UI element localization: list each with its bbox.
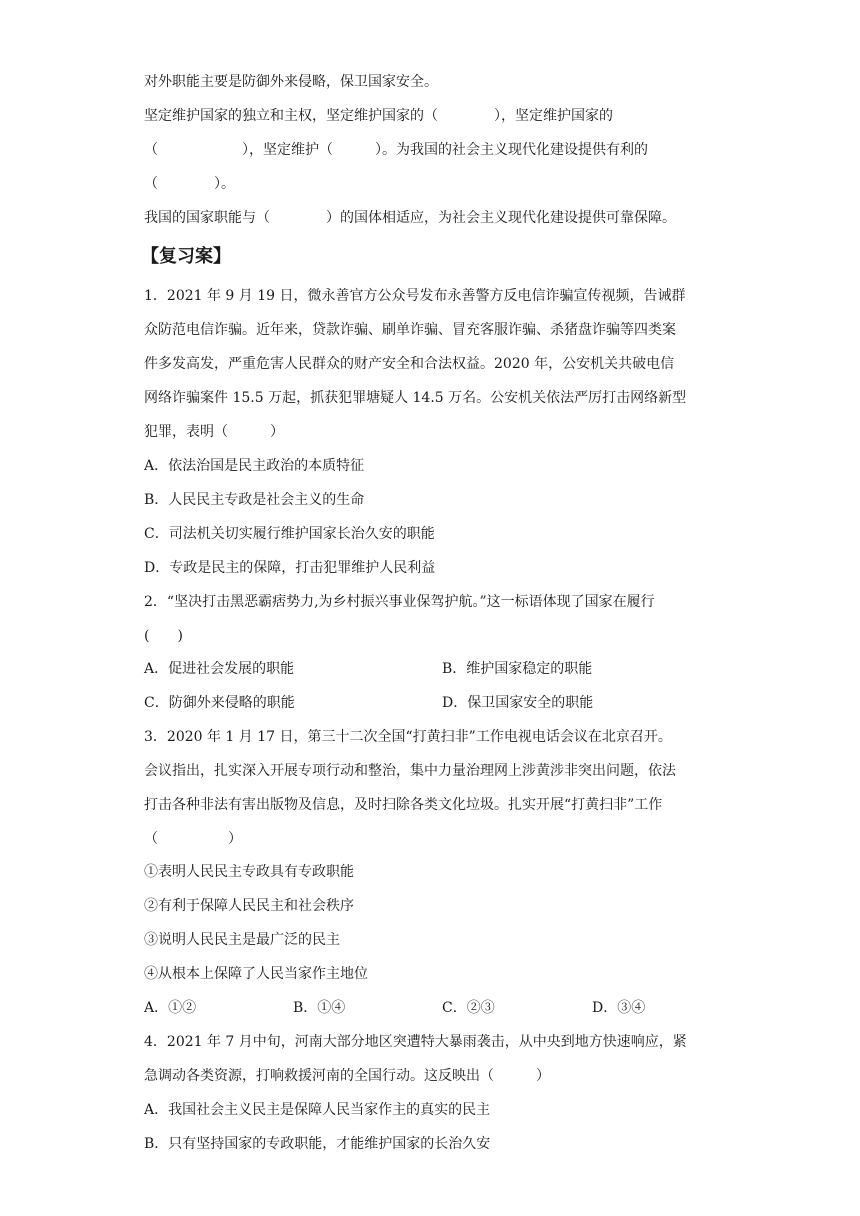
q1-stem-line: 众防范电信诈骗。近年来，贷款诈骗、刷单诈骗、冒充客服诈骗、杀猪盘诈骗等四类案 [144,322,676,338]
q2-stem-line: 2．“坚决打击黑恶霸痞势力,为乡村振兴事业保驾护航。”这一标语体现了国家在履行 [144,594,655,610]
q1-stem-line: 网络诈骗案件 15.5 万起，抓获犯罪塘疑人 14.5 万名。公安机关依法严厉打击网络新型 [144,390,687,406]
q2-option-b: B．维护国家稳定的职能 [442,661,593,677]
q3-stem-line: 打击各种非法有害出版物及信息，及时扫除各类文化垃圾。扎实开展“打黄扫非”工作 [144,797,663,813]
intro-line-4: （ ）。 [144,176,235,192]
intro-line-2: 坚定维护国家的独立和主权，坚定维护国家的（ ），坚定维护国家的 [144,108,613,124]
q3-stem-line: 会议指出，扎实深入开展专项行动和整治，集中力量治理网上涉黄涉非突出问题，依法 [144,763,676,779]
q4-stem-line: 急调动各类资源，打响救援河南的全国行动。这反映出（ ） [144,1068,550,1084]
q1-option-b: B．人民民主专政是社会主义的生命 [144,492,365,508]
q1-stem-line: 件多发高发，严重危害人民群众的财产安全和合法权益。2020 年，公安机关共破电信 [144,356,675,372]
section-title: 【复习案】 [141,246,231,267]
q2-stem-line: ( ) [144,628,183,644]
q3-statement-4: ④从根本上保障了人民当家作主地位 [144,966,368,982]
q3-statement-3: ③说明人民民主是最广泛的民主 [144,932,340,948]
q1-option-d: D．专政是民主的保障，打击犯罪维护人民利益 [144,560,436,576]
q3-statement-1: ①表明人民民主专政具有专政职能 [144,864,354,880]
q3-option-a: A．①② [144,1000,197,1016]
q1-option-c: C．司法机关切实履行维护国家长治久安的职能 [144,526,435,542]
q4-stem-line: 4．2021 年 7 月中旬，河南大部分地区突遭特大暴雨袭击，从中央到地方快速响应，紧 [144,1034,687,1050]
q3-option-c: C．②③ [442,1000,495,1016]
q4-option-b: B．只有坚持国家的专政职能，才能维护国家的长治久安 [144,1136,491,1152]
q1-stem-line: 犯罪，表明（ ） [144,424,284,440]
q3-option-b: B．①④ [293,1000,346,1016]
q1-option-a: A．依法治国是民主政治的本质特征 [144,458,365,474]
q2-option-d: D．保卫国家安全的职能 [442,695,594,711]
q2-option-a: A．促进社会发展的职能 [144,661,295,677]
q3-statement-2: ②有利于保障人民民主和社会秩序 [144,898,354,914]
q4-option-a: A．我国社会主义民主是保障人民当家作主的真实的民主 [144,1102,491,1118]
q3-option-d: D．③④ [592,1000,646,1016]
q1-stem-line: 1．2021 年 9 月 19 日，微永善官方公众号发布永善警方反电信诈骗宣传视频，告诫群 [144,288,686,304]
q3-stem-line: 3．2020 年 1 月 17 日，第三十二次全国“打黄扫非”工作电视电话会议在北京召开。 [144,729,672,745]
intro-line-1: 对外职能主要是防御外来侵略，保卫国家安全。 [144,74,438,90]
q3-stem-line: （ ） [144,831,242,847]
q2-option-c: C．防御外来侵略的职能 [144,695,295,711]
intro-line-5: 我国的国家职能与（ ）的国体相适应，为社会主义现代化建设提供可靠保障。 [144,210,676,226]
intro-line-3: （ ），坚定维护（ ）。为我国的社会主义现代化建设提供有利的 [144,142,648,158]
